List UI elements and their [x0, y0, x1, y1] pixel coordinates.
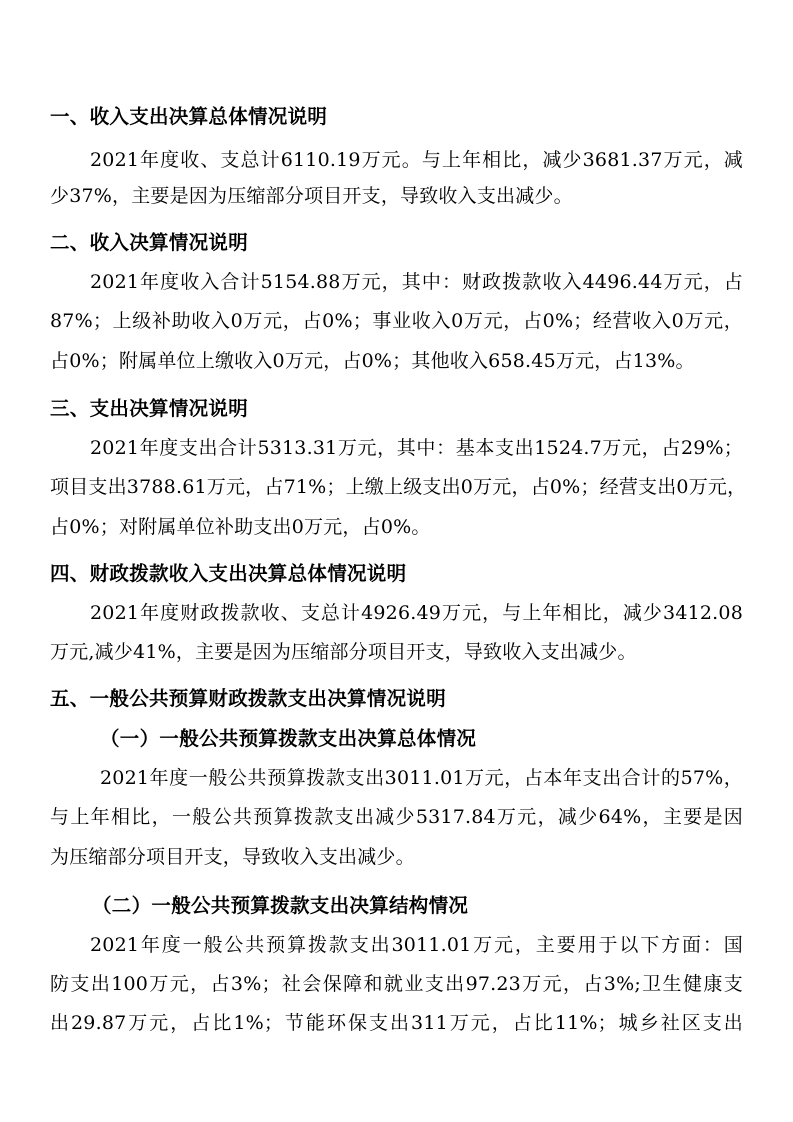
section-5-sub-2-line-2: 防支出100万元，占3%；社会保障和就业支出97.23万元，占3%;卫生健康支: [50, 973, 743, 995]
section-1-line-2: 少37%，主要是因为压缩部分项目开支，导致收入支出减少。: [50, 185, 573, 207]
section-1-line-1: 2021年度收、支总计6110.19万元。与上年相比，减少3681.37万元，减: [90, 149, 743, 171]
section-1-heading: 一、收入支出决算总体情况说明: [50, 105, 328, 128]
section-3-line-3: 占0%；对附属单位补助支出0万元，占0%。: [50, 516, 431, 538]
section-2-line-3: 占0%；附属单位上缴收入0万元，占0%；其他收入658.45万元，占13%。: [50, 350, 695, 372]
section-5-heading: 五、一般公共预算财政拨款支出决算情况说明: [50, 687, 447, 710]
section-5-sub-1-line-2: 与上年相比，一般公共预算拨款支出减少5317.84万元，减少64%，主要是因: [50, 806, 743, 828]
section-5-sub-1-heading: （一）一般公共预算拨款支出决算总体情况: [100, 727, 477, 750]
section-2-line-1: 2021年度收入合计5154.88万元，其中：财政拨款收入4496.44万元，占: [90, 271, 743, 293]
section-3-heading: 三、支出决算情况说明: [50, 397, 249, 420]
section-4-heading: 四、财政拨款收入支出决算总体情况说明: [50, 562, 407, 585]
section-5-sub-2-line-1: 2021年度一般公共预算拨款支出3011.01万元，主要用于以下方面：国: [90, 934, 743, 956]
section-5-sub-2-line-3: 出29.87万元，占比1%；节能环保支出311万元，占比11%；城乡社区支出: [50, 1012, 743, 1034]
section-5-sub-2-heading: （二）一般公共预算拨款支出决算结构情况: [92, 894, 469, 917]
section-5-sub-1-line-1: 2021年度一般公共预算拨款支出3011.01万元，占本年支出合计的57%，: [100, 767, 743, 789]
section-5-sub-1-line-3: 为压缩部分项目开支，导致收入支出减少。: [50, 846, 415, 868]
section-3-line-1: 2021年度支出合计5313.31万元，其中：基本支出1524.7万元，占29%；: [90, 437, 743, 459]
section-2-heading: 二、收入决算情况说明: [50, 231, 249, 254]
section-3-line-2: 项目支出3788.61万元，占71%；上缴上级支出0万元，占0%；经营支出0万元，: [50, 476, 747, 498]
section-2-line-2: 87%；上级补助收入0万元，占0%；事业收入0万元，占0%；经营收入0万元，: [50, 310, 743, 332]
section-4-line-1: 2021年度财政拨款收、支总计4926.49万元，与上年相比，减少3412.08: [90, 602, 743, 624]
section-4-line-2: 万元,减少41%，主要是因为压缩部分项目开支，导致收入支出减少。: [50, 641, 637, 663]
